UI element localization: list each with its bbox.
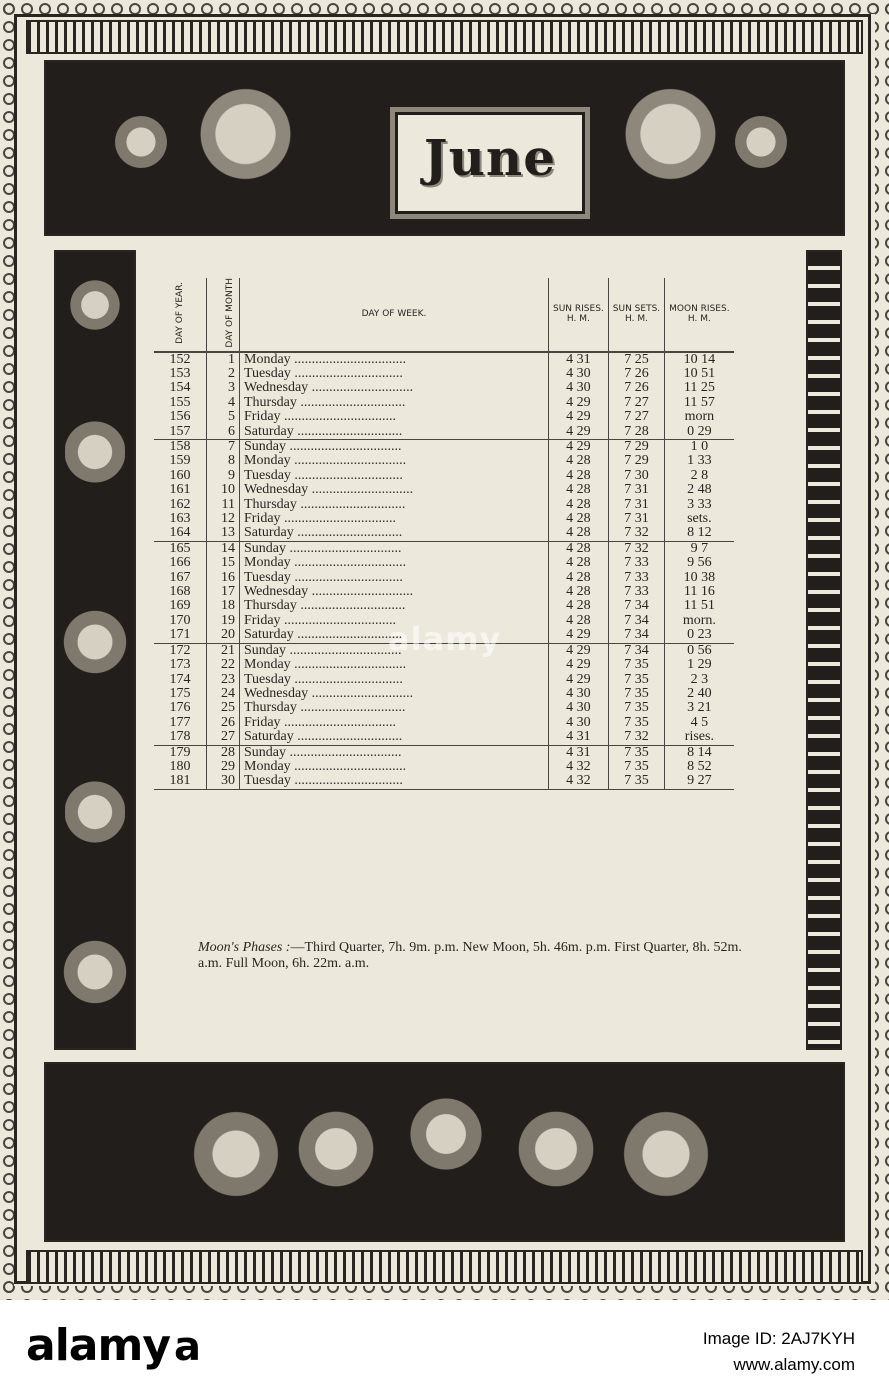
day-of-year-cell: 171 (154, 628, 207, 643)
header-moon-rises: MOON RISES. H. M. (665, 278, 734, 352)
table-header-row (154, 278, 734, 352)
day-of-month-cell: 15 (207, 556, 240, 570)
day-of-month-cell: 21 (207, 643, 240, 658)
sun-rises-cell: 4 29 (549, 673, 609, 687)
header-day-of-month: DAY OF MONTH (207, 278, 240, 352)
sun-sets-cell: 7 35 (608, 701, 664, 715)
day-of-year-cell: 176 (154, 701, 207, 715)
sun-sets-cell: 7 26 (608, 381, 664, 395)
moon-rises-cell: 2 40 (687, 685, 712, 701)
day-of-month-cell: 26 (207, 716, 240, 730)
header-day-of-week: DAY OF WEEK. (240, 278, 549, 352)
day-of-year-cell: 167 (154, 571, 207, 585)
sun-sets-cell: 7 32 (608, 730, 664, 745)
day-of-year-cell: 154 (154, 381, 207, 395)
moon-rises-cell: 11 51 (683, 598, 715, 614)
day-of-year-cell: 179 (154, 745, 207, 760)
table-row (154, 454, 734, 468)
sun-sets-cell: 7 34 (608, 614, 664, 628)
day-of-month-cell: 11 (207, 498, 240, 512)
day-of-month-cell: 10 (207, 483, 240, 497)
face-mask-ornament (62, 262, 128, 348)
day-of-week-cell: Friday ................................ (240, 410, 549, 424)
moon-rises-cell: 9 7 (690, 540, 709, 556)
sun-sets-cell: 7 35 (608, 673, 664, 687)
sun-sets-cell: 7 29 (608, 440, 664, 455)
sun-sets-cell: 7 31 (608, 512, 664, 526)
moon-rises-cell: 0 56 (687, 642, 712, 658)
day-of-month-cell: 19 (207, 614, 240, 628)
day-of-year-cell: 153 (154, 367, 207, 381)
sun-rises-cell: 4 28 (549, 599, 609, 613)
day-of-week-cell: Thursday .............................. (240, 396, 549, 410)
table-row (154, 599, 734, 613)
day-of-month-cell: 29 (207, 760, 240, 774)
moon-rises-cell: sets. (687, 511, 712, 527)
day-of-month-cell: 6 (207, 425, 240, 440)
moon-rises-cell: 11 16 (683, 584, 715, 600)
day-of-year-cell: 161 (154, 483, 207, 497)
day-of-month-cell: 8 (207, 454, 240, 468)
sun-rises-cell: 4 28 (549, 585, 609, 599)
sun-sets-cell: 7 25 (608, 352, 664, 367)
sun-sets-cell: 7 32 (608, 541, 664, 556)
day-of-year-cell: 174 (154, 673, 207, 687)
moon-phases-label: Moon's Phases : (198, 940, 291, 955)
table-row (154, 498, 734, 512)
day-of-year-cell: 162 (154, 498, 207, 512)
table-row (154, 541, 734, 556)
table-row (154, 410, 734, 424)
day-of-month-cell: 12 (207, 512, 240, 526)
sun-sets-cell: 7 35 (608, 760, 664, 774)
day-of-week-cell: Wednesday ............................. (240, 585, 549, 599)
table-row (154, 774, 734, 789)
day-of-week-cell: Wednesday ............................. (240, 381, 549, 395)
sun-rises-cell: 4 29 (549, 643, 609, 658)
day-of-week-cell: Tuesday ............................... (240, 469, 549, 483)
moon-rises-cell: morn. (682, 612, 716, 628)
table-row (154, 440, 734, 455)
day-of-month-cell: 20 (207, 628, 240, 643)
table-row (154, 571, 734, 585)
table-row (154, 556, 734, 570)
moon-rises-cell: 10 38 (683, 569, 716, 585)
moon-rises-cell: 3 21 (687, 700, 712, 716)
day-of-year-cell: 178 (154, 730, 207, 745)
sun-rises-cell: 4 29 (549, 410, 609, 424)
sun-sets-cell: 7 32 (608, 526, 664, 541)
logo-mark-icon: a (174, 1324, 200, 1370)
sun-sets-cell: 7 30 (608, 469, 664, 483)
day-of-month-cell: 22 (207, 658, 240, 672)
sun-rises-cell: 4 28 (549, 512, 609, 526)
table-row (154, 425, 734, 440)
palmette-right-ornament (606, 1084, 726, 1224)
cherub-left-illustration (196, 82, 306, 212)
day-of-week-cell: Tuesday ............................... (240, 571, 549, 585)
moon-rises-cell: 0 23 (665, 628, 734, 643)
moon-rises-cell: 8 14 (687, 744, 712, 760)
moon-rises-cell: 10 51 (683, 365, 716, 381)
sun-sets-cell: 7 27 (608, 396, 664, 410)
day-of-year-cell: 180 (154, 760, 207, 774)
day-of-month-cell: 5 (207, 410, 240, 424)
moon-rises-cell: 10 14 (683, 351, 716, 367)
footer-ornament-panel (44, 1062, 845, 1242)
day-of-year-cell: 172 (154, 643, 207, 658)
day-of-week-cell: Friday ................................ (240, 614, 549, 628)
day-of-week-cell: Wednesday ............................. (240, 483, 549, 497)
day-of-week-cell: Saturday .............................. (240, 526, 549, 541)
moon-phases-text: —Third Quarter, 7h. 9m. p.m. New Moon, 5h. 46m. p.m. First Quarter, 8h. 52m. a.m. Full Moon, 6h. 22m. a.m. (198, 940, 742, 971)
day-of-month-cell: 2 (207, 367, 240, 381)
day-of-year-cell: 181 (154, 774, 207, 789)
stock-footer-bar (0, 1300, 889, 1390)
day-of-year-cell: 165 (154, 541, 207, 556)
sun-sets-cell: 7 35 (608, 658, 664, 672)
day-of-year-cell: 177 (154, 716, 207, 730)
day-of-month-cell: 14 (207, 541, 240, 556)
moon-rises-cell: 8 52 (687, 758, 712, 774)
flourish-right-ornament (726, 97, 796, 187)
header-ornament-panel (44, 60, 845, 236)
sun-rises-cell: 4 31 (549, 745, 609, 760)
moon-rises-cell: 9 27 (665, 774, 734, 789)
table-row (154, 367, 734, 381)
stock-logo: alamy a (26, 1320, 200, 1371)
day-of-month-cell: 3 (207, 381, 240, 395)
moon-rises-cell: 0 29 (665, 425, 734, 440)
day-of-month-cell: 18 (207, 599, 240, 613)
urn-ornament (62, 912, 128, 1032)
sun-sets-cell: 7 29 (608, 454, 664, 468)
day-of-year-cell: 160 (154, 469, 207, 483)
day-of-week-cell: Thursday .............................. (240, 701, 549, 715)
sun-rises-cell: 4 30 (549, 381, 609, 395)
table-row (154, 381, 734, 395)
sun-rises-cell: 4 28 (549, 454, 609, 468)
sun-rises-cell: 4 28 (549, 526, 609, 541)
day-of-week-cell: Tuesday ............................... (240, 367, 549, 381)
day-of-month-cell: 30 (207, 774, 240, 789)
table-row (154, 352, 734, 367)
sun-rises-cell: 4 28 (549, 614, 609, 628)
table-row (154, 585, 734, 599)
day-of-year-cell: 164 (154, 526, 207, 541)
day-of-month-cell: 27 (207, 730, 240, 745)
almanac-table (154, 278, 734, 790)
sun-rises-cell: 4 30 (549, 367, 609, 381)
sun-sets-cell: 7 26 (608, 367, 664, 381)
image-id: Image ID: 2AJ7KYH (702, 1329, 855, 1348)
moon-rises-cell: 1 29 (687, 657, 712, 673)
face-mask-ornament-2 (62, 582, 128, 702)
day-of-year-cell: 157 (154, 425, 207, 440)
moon-rises-cell: morn (684, 409, 715, 425)
greek-key-band-top (26, 20, 863, 54)
day-of-week-cell: Monday ................................ (240, 454, 549, 468)
table-row (154, 730, 734, 745)
day-of-year-cell: 159 (154, 454, 207, 468)
greek-key-band-bottom (26, 1250, 863, 1284)
day-of-week-cell: Saturday .............................. (240, 730, 549, 745)
day-of-month-cell: 17 (207, 585, 240, 599)
moon-rises-cell: 1 0 (690, 439, 709, 454)
palmette-left-ornament (176, 1084, 296, 1224)
foliage-ornament (65, 752, 125, 872)
table-body (154, 352, 734, 790)
day-of-week-cell: Monday ................................ (240, 556, 549, 570)
day-of-week-cell: Thursday .............................. (240, 498, 549, 512)
day-of-week-cell: Thursday .............................. (240, 599, 549, 613)
day-of-week-cell: Tuesday ............................... (240, 673, 549, 687)
table-row (154, 745, 734, 760)
table-row (154, 673, 734, 687)
sun-rises-cell: 4 30 (549, 701, 609, 715)
day-of-week-cell: Monday ................................ (240, 658, 549, 672)
day-of-week-cell: Sunday ................................ (240, 745, 549, 760)
sun-rises-cell: 4 29 (549, 396, 609, 410)
sun-rises-cell: 4 29 (549, 658, 609, 672)
sun-rises-cell: 4 32 (549, 760, 609, 774)
day-of-week-cell: Monday ................................ (240, 760, 549, 774)
moon-rises-cell: 11 25 (683, 380, 715, 396)
moon-phases-note (198, 940, 768, 972)
sun-sets-cell: 7 33 (608, 585, 664, 599)
day-of-month-cell: 28 (207, 745, 240, 760)
day-of-year-cell: 152 (154, 352, 207, 367)
day-of-week-cell: Friday ................................ (240, 716, 549, 730)
day-of-year-cell: 163 (154, 512, 207, 526)
day-of-year-cell: 166 (154, 556, 207, 570)
day-of-month-cell: 1 (207, 352, 240, 367)
moon-rises-cell: 2 8 (690, 467, 709, 483)
day-of-month-cell: 7 (207, 440, 240, 455)
stock-image-info (703, 1326, 855, 1378)
sun-sets-cell: 7 35 (608, 774, 664, 789)
leaf-ornament (65, 392, 125, 512)
moon-rises-cell: 2 48 (687, 482, 712, 498)
sun-rises-cell: 4 28 (549, 483, 609, 497)
moon-rises-cell: 1 33 (687, 453, 712, 469)
sun-rises-cell: 4 31 (549, 352, 609, 367)
sun-rises-cell: 4 28 (549, 541, 609, 556)
sun-sets-cell: 7 27 (608, 410, 664, 424)
day-of-year-cell: 169 (154, 599, 207, 613)
day-of-month-cell: 25 (207, 701, 240, 715)
day-of-week-cell: Sunday ................................ (240, 541, 549, 556)
day-of-month-cell: 4 (207, 396, 240, 410)
sun-sets-cell: 7 33 (608, 571, 664, 585)
table-row (154, 469, 734, 483)
moon-rises-cell: 4 5 (690, 714, 709, 730)
flourish-left-ornament (106, 97, 176, 187)
sun-sets-cell: 7 31 (608, 483, 664, 497)
day-of-week-cell: Monday ................................ (240, 352, 549, 367)
table-row (154, 701, 734, 715)
moon-rises-cell: 3 33 (687, 496, 712, 512)
day-of-week-cell: Saturday .............................. (240, 425, 549, 440)
day-of-week-cell: Saturday .............................. (240, 628, 549, 643)
header-sun-sets: SUN SETS. H. M. (608, 278, 664, 352)
day-of-month-cell: 23 (207, 673, 240, 687)
day-of-year-cell: 173 (154, 658, 207, 672)
sun-rises-cell: 4 29 (549, 628, 609, 643)
moon-rises-cell: 9 56 (687, 555, 712, 571)
moon-rises-cell: 11 57 (683, 394, 715, 410)
sun-sets-cell: 7 28 (608, 425, 664, 440)
sun-rises-cell: 4 31 (549, 730, 609, 745)
sun-rises-cell: 4 30 (549, 687, 609, 701)
sun-rises-cell: 4 28 (549, 556, 609, 570)
day-of-year-cell: 158 (154, 440, 207, 455)
day-of-week-cell: Sunday ................................ (240, 440, 549, 455)
day-of-week-cell: Wednesday ............................. (240, 687, 549, 701)
shield-crest-ornament (396, 1074, 496, 1194)
sun-sets-cell: 7 31 (608, 498, 664, 512)
sun-sets-cell: 7 34 (608, 599, 664, 613)
month-title: June (423, 128, 557, 187)
sun-sets-cell: 7 34 (608, 643, 664, 658)
table-row (154, 687, 734, 701)
left-ornamental-column (54, 250, 136, 1050)
sun-rises-cell: 4 29 (549, 425, 609, 440)
sun-sets-cell: 7 35 (608, 716, 664, 730)
table-row (154, 760, 734, 774)
sun-rises-cell: 4 28 (549, 498, 609, 512)
table-row (154, 526, 734, 541)
sun-rises-cell: 4 28 (549, 469, 609, 483)
day-of-year-cell: 155 (154, 396, 207, 410)
table-row (154, 716, 734, 730)
day-of-year-cell: 170 (154, 614, 207, 628)
sun-rises-cell: 4 30 (549, 716, 609, 730)
stock-url: www.alamy.com (733, 1355, 855, 1374)
table-row (154, 483, 734, 497)
cherub-right-illustration (621, 82, 731, 212)
watermark: alamy (388, 620, 502, 658)
sun-sets-cell: 7 35 (608, 745, 664, 760)
day-of-year-cell: 175 (154, 687, 207, 701)
sun-sets-cell: 7 33 (608, 556, 664, 570)
table-row (154, 512, 734, 526)
day-of-month-cell: 16 (207, 571, 240, 585)
sun-rises-cell: 4 32 (549, 774, 609, 789)
griffin-right-ornament (506, 1084, 606, 1214)
moon-rises-cell: 8 12 (665, 526, 734, 541)
header-day-of-year: DAY OF YEAR. (154, 278, 207, 352)
day-of-month-cell: 13 (207, 526, 240, 541)
sun-sets-cell: 7 34 (608, 628, 664, 643)
table-row (154, 396, 734, 410)
title-cartouche (395, 112, 585, 214)
griffin-left-ornament (286, 1084, 386, 1214)
sun-sets-cell: 7 35 (608, 687, 664, 701)
day-of-month-cell: 24 (207, 687, 240, 701)
day-of-year-cell: 168 (154, 585, 207, 599)
moon-rises-cell: rises. (665, 730, 734, 745)
header-sun-rises: SUN RISES. H. M. (549, 278, 609, 352)
day-of-week-cell: Tuesday ............................... (240, 774, 549, 789)
table-row (154, 658, 734, 672)
day-of-year-cell: 156 (154, 410, 207, 424)
day-of-week-cell: Friday ................................ (240, 512, 549, 526)
right-ornamental-column (806, 250, 842, 1050)
moon-rises-cell: 2 3 (690, 671, 709, 687)
day-of-week-cell: Sunday ................................ (240, 643, 549, 658)
sun-rises-cell: 4 28 (549, 571, 609, 585)
day-of-month-cell: 9 (207, 469, 240, 483)
sun-rises-cell: 4 29 (549, 440, 609, 455)
